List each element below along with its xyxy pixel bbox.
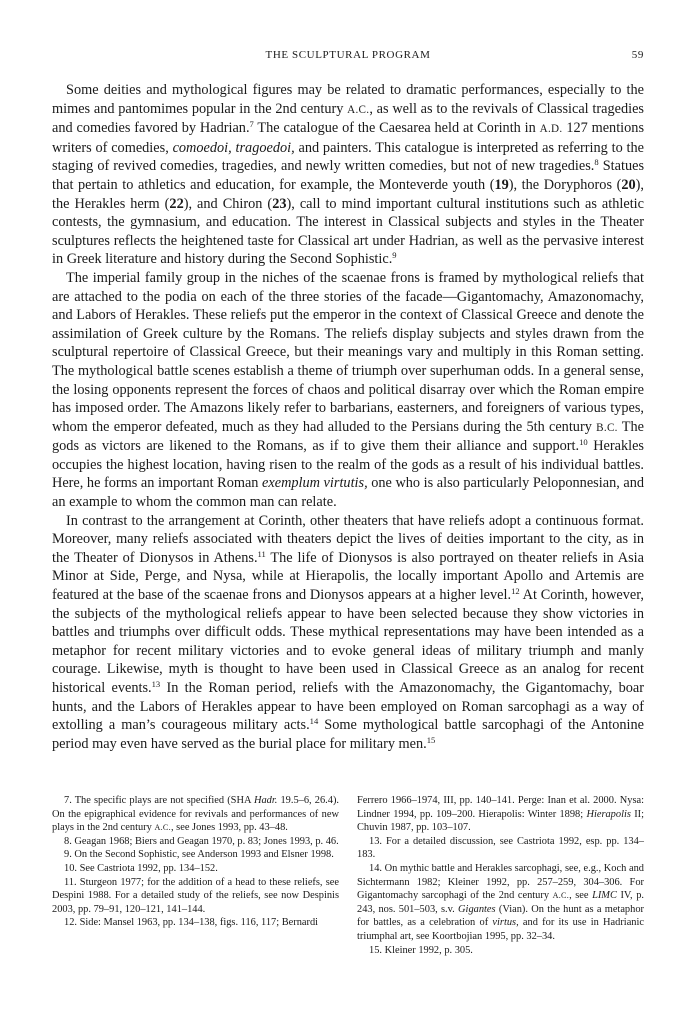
footnote-ref-7: 7: [249, 119, 254, 130]
catalogue-ref-20: 20: [621, 176, 636, 193]
footnote-13: 13. For a detailed discussion, see Castriota 1992, esp. pp. 134–183.: [357, 835, 644, 861]
footnote-10: 10. See Castriota 1992, pp. 134–152.: [64, 862, 218, 874]
footnote-ref-14: 14: [309, 716, 319, 727]
catalogue-ref-22: 22: [169, 195, 184, 212]
paragraph-1: Some deities and mythological figures may be related to dramatic performances, especially to the mimes and pantomimes popular in the 2nd century A.C., as well as to the revivals of Classical tragedies and comedies favored by Hadrian.$^7$ The catalogue of the Caesarea held at Corinth in A.D. 127 mentions writers of comedies, comoedoi, tragoedoi, and painters. This catalogue is interpreted as referring to the staging of revived comedies, tragedies, and newly written comedies, but not of new tragedies.$^8$ Statues that pertain to athletics and education, for example, the Monteverde youth (19), the Doryphoros (20), the Herakles herm (22), and Chiron (23), call to mind important cultural institutions such as athletic contests, the gymnasium, and education. The interest in Classical subjects and styles in the Theater sculptures reflects the heightened taste for Classical art under Hadrian, as well as the pervasive interest in Greek literature and history during the Second Sophistic.$^9$: [52, 82, 645, 268]
catalogue-ref-19: 19: [494, 176, 509, 193]
footnote-8: 8. Geagan 1968; Biers and Geagan 1970, p. 83; Jones 1993, p. 46.: [64, 835, 339, 847]
footnote-14: 14. On mythic battle and Herakles sarcophagi, see, e.g., Koch and Sichtermann 1982; Kleiner 1992, pp. 257–259, 304–306. For Gigantomachy sarcophagi of the 2nd century A.C., see LIMC IV, p. 243, nos. 501–503, s.v. Gigantes (Vian). On the hunt as a metaphor for battles, as a celebration of virtus, and for its use in Hadrianic triumphal art, see Koortbojian 1995, pp. 32–34.: [357, 862, 645, 942]
footnote-ref-15: 15: [426, 734, 436, 745]
footnotes-left-column: [52, 794, 339, 957]
footnote-12-continued: Ferrero 1966–1974, III, pp. 140–141. Perge: Inan et al. 2000. Nysa: Lindner 1994, pp. 109–200. Hierapolis: Winter 1898; Hierapolis II; Chuvin 1987, pp. 103–107.: [357, 795, 645, 834]
footnote-ref-12: 12: [511, 585, 520, 596]
catalogue-ref-23: 23: [272, 195, 287, 212]
running-head-title: THE SCULPTURAL PROGRAM: [265, 49, 431, 61]
footnote-15: 15. Kleiner 1992, p. 305.: [369, 944, 473, 956]
body-text: [52, 81, 644, 753]
paragraph-3: In contrast to the arrangement at Corinth, other theaters that have reliefs adopt a continuous format. Moreover, many reliefs associated with theaters depict the lives of deities important to the city, as in the Theater of Dionysos in Athens.$^{11}$ The life of Dionysos is also portrayed on theater reliefs in Asia Minor at Side, Perge, and Nysa, while at Hierapolis, the locally important Apollo and Artemis are featured at the base of the scaenae frons and Dionysos appears at a higher level.$^{12}$ At Corinth, however, the subjects of the mythological reliefs appear to have been selected because they show victories in battles and triumphs over difficult odds. These mythical representations may have been intended as a metaphor for recent military victories and to evoke general ideas of military triumph and manly courage. Likewise, myth is thought to have been used in Classical Greece as an analog for recent historical events.$^{13}$ In the Roman period, reliefs with the Amazonomachy, the Gigantomachy, boar hunts, and the Labors of Herakles appear to have been employed on Roman sarcophagi as a way of extolling a man’s courageous military acts.$^{14}$ Some mythological battle sarcophagi of the Antonine period may even have served as the burial place for military men.$^{15}$: [52, 512, 645, 752]
footnote-11: 11. Sturgeon 1977; for the addition of a head to these reliefs, see Despini 1988. For a detailed study of the reliefs, see now Despinis 2003, pp. 79–91, 120–121, 141–144.: [52, 876, 339, 915]
footnotes-right-column: [357, 794, 644, 957]
footnotes: [52, 794, 644, 957]
page-number: 59: [631, 49, 644, 61]
paragraph-2: The imperial family group in the niches of the scaenae frons is framed by mythological reliefs that are attached to the podia on each of the three stories of the facade—Gigantomachy, Amazonomachy, and Labors of Herakles. These reliefs put the emperor in the context of Classical Greece and denote the assimilation of Greek culture by the Romans. The reliefs display subjects and styles drawn from the sculptural repertoire of Classical Greece, but their meanings vary and multiply in this Roman setting. The mythological battle scenes establish a theme of triumph over superhuman odds. In a general sense, the losing opponents represent the forces of chaos and political disarray over which the Roman empire has imposed order. The Amazons likely refer to barbarians, easterners, and foreigners of various types, whom the emperor defeated, much as they had alluded to the Persians during the 5th century B.C. The gods as victors are likened to the Romans, as if to give them their alliance and support.$^{10}$ Herakles occupies the highest location, having risen to the realm of the gods as a result of his individual battles. Here, he forms an important Roman exemplum virtutis, one who is also particularly Peloponnesian, and an example to whom the common man can relate.: [52, 269, 645, 511]
footnote-ref-13: 13: [151, 678, 161, 689]
footnote-ref-11: 11: [257, 548, 266, 559]
footnote-ref-8: 8: [594, 157, 599, 168]
footnote-ref-9: 9: [392, 250, 397, 261]
footnote-ref-10: 10: [579, 437, 588, 448]
footnote-12: 12. Side: Mansel 1963, pp. 134–138, figs. 116, 117; Bernardi: [64, 917, 319, 929]
footnote-9: 9. On the Second Sophistic, see Anderson 1993 and Elsner 1998.: [64, 849, 334, 861]
footnote-7: 7. The specific plays are not specified (SHA Hadr. 19.5–6, 26.4). On the epigraphical evidence for revivals and performances of new plays in the 2nd century A.C., see Jones 1993, pp. 43–48.: [52, 795, 339, 834]
